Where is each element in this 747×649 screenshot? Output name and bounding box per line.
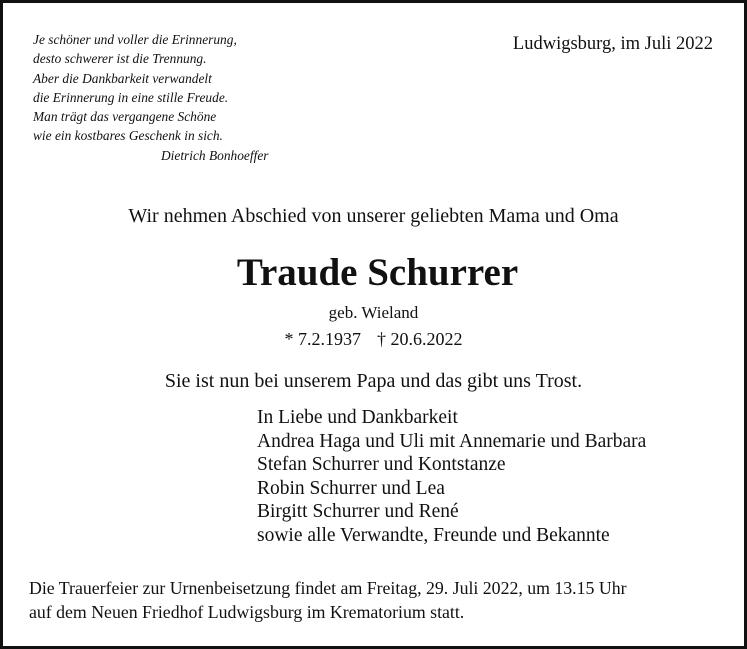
maiden-name: geb. Wieland xyxy=(328,303,419,322)
quote-line: wie ein kostbares Geschenk in sich. xyxy=(33,128,223,144)
mourner-line: In Liebe und Dankbarkeit xyxy=(257,407,458,428)
quote-line: die Erinnerung in eine stille Freude. xyxy=(33,89,229,105)
birth-date: * 7.2.1937 xyxy=(284,329,361,349)
quote-line: Man trägt das vergangene Schöne xyxy=(33,109,217,125)
funeral-line: auf dem Neuen Friedhof Ludwigsburg im Krematorium statt. xyxy=(29,601,465,622)
place-and-date: Ludwigsburg, im Juli 2022 xyxy=(512,34,713,54)
quote-author: Dietrich Bonhoeffer xyxy=(161,147,269,163)
funeral-line: Die Trauerfeier zur Urnenbeisetzung findet am Freitag, 29. Juli 2022, um 13.15 Uhr xyxy=(29,578,627,598)
mourners-list xyxy=(257,406,646,548)
mourner-line: Stefan Schurrer und Kontstanze xyxy=(257,454,506,476)
quote-line: desto schwerer ist die Trennung. xyxy=(33,51,207,67)
deceased-name: Traude Schurrer xyxy=(236,251,519,294)
quote-line: Aber die Dankbarkeit verwandelt xyxy=(33,70,212,86)
mourner-line: Robin Schurrer und Lea xyxy=(257,477,445,499)
bonhoeffer-quote xyxy=(33,30,268,165)
death-date: † 20.6.2022 xyxy=(377,329,463,349)
life-dates xyxy=(3,329,744,350)
mourner-line: Andrea Haga und Uli mit Annemarie und Barbara xyxy=(257,430,647,452)
mourner-line: sowie alle Verwandte, Freunde und Bekannte xyxy=(257,524,610,546)
mourner-line: Birgitt Schurrer und René xyxy=(257,501,459,523)
comfort-line: Sie ist nun bei unserem Papa und das gibt uns Trost. xyxy=(164,370,583,392)
farewell-intro: Wir nehmen Abschied von unserer geliebten Mama und Oma xyxy=(128,205,619,227)
funeral-details xyxy=(29,577,627,624)
quote-line: Je schöner und voller die Erinnerung, xyxy=(33,32,237,47)
